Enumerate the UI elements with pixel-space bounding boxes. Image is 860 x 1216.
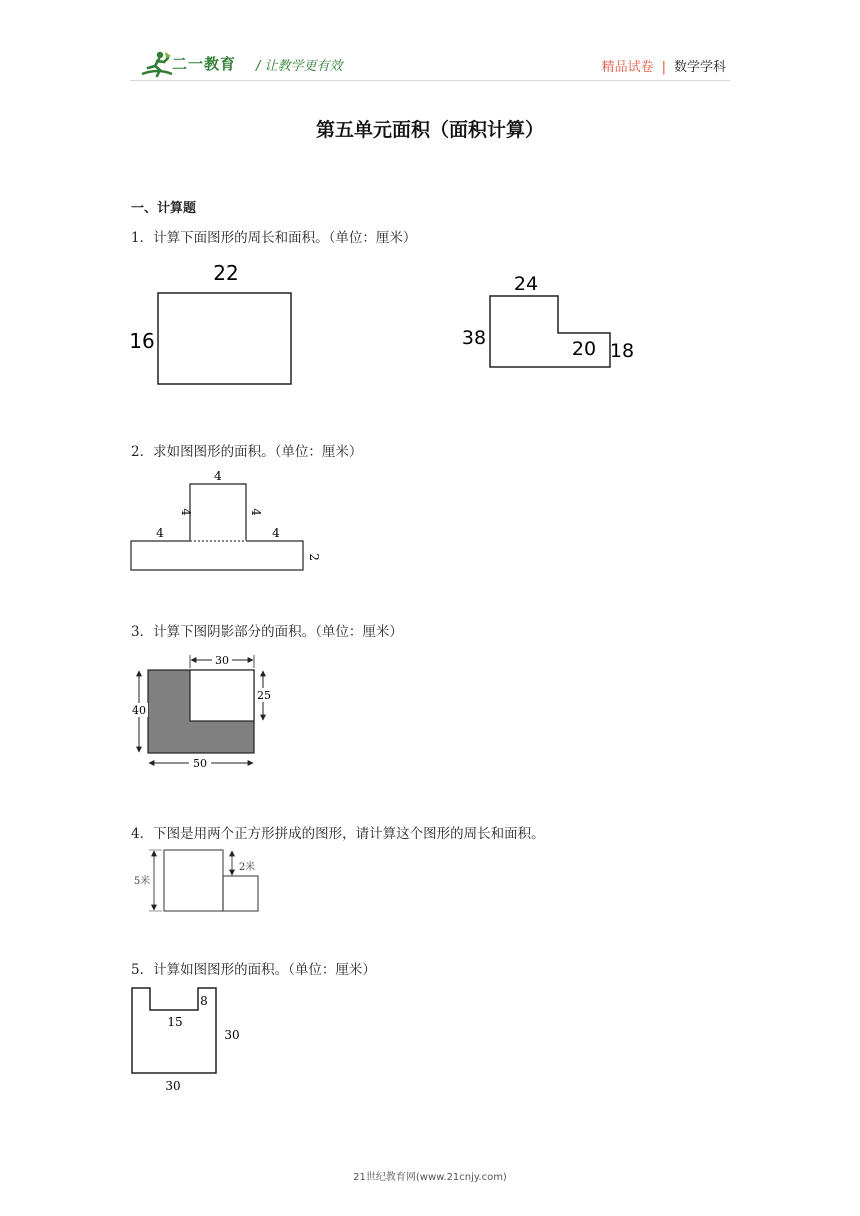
tag-separator: | [661,60,666,75]
q4-figure-two-squares [131,850,258,911]
q3-left-label: 40 [132,704,146,717]
q2-left-v-label: 4 [179,508,193,516]
q2-top-label: 4 [214,469,222,483]
q2-height-label: 2 [307,553,321,561]
page-footer: 21世纪教育网(www.21cnjy.com) [353,1172,507,1183]
q3-figure-shaded [130,653,273,770]
question-2-text: 2．求如图图形的面积。（单位：厘米） [131,444,363,460]
q1b-right-label: 18 [609,340,635,362]
question-1-text: 1．计算下面图形的周长和面积。（单位：厘米） [131,230,417,246]
q4-left-label: 5米 [133,876,151,887]
q2-left-h-label: 4 [156,526,164,540]
question-3-text: 3．计算下图阴影部分的面积。（单位：厘米） [131,624,403,640]
header-slogan: / 让教学更有效 [256,59,343,74]
logo-text: 二一教育 [172,55,237,73]
section-heading: 一、计算题 [131,201,197,216]
q1b-top-label: 24 [513,273,539,295]
q5-bottom-label: 30 [165,1079,181,1093]
q3-bottom-label: 50 [193,757,207,770]
q1a-top-label: 22 [213,261,239,285]
q1-figure-rectangle [129,261,291,384]
q2-right-v-label: 4 [249,508,263,516]
q1-figure-l-shape [462,273,634,367]
q1a-left-label: 16 [129,329,155,353]
page-title: 第五单元面积（面积计算） [315,119,544,141]
q2-figure-t-shape [131,469,321,570]
tag-quality: 精品试卷 [601,60,654,75]
question-5-text: 5．计算如图图形的面积。（单位：厘米） [131,962,376,978]
q5-right-label: 30 [224,1028,240,1042]
q5-figure-notched [132,988,240,1093]
q4-right-label: 2米 [238,862,256,873]
q5-notch-depth-label: 8 [200,994,208,1008]
tag-subject: 数学学科 [673,60,726,75]
q1b-left-label: 38 [461,327,487,349]
q2-right-h-label: 4 [272,526,280,540]
q3-top-label: 30 [215,654,229,667]
q1b-inner-label: 20 [571,338,597,360]
q5-notch-width-label: 15 [167,1015,183,1029]
question-4-text: 4．下图是用两个正方形拼成的图形，请计算这个图形的周长和面积。 [131,826,545,842]
q3-right-label: 25 [257,689,271,702]
